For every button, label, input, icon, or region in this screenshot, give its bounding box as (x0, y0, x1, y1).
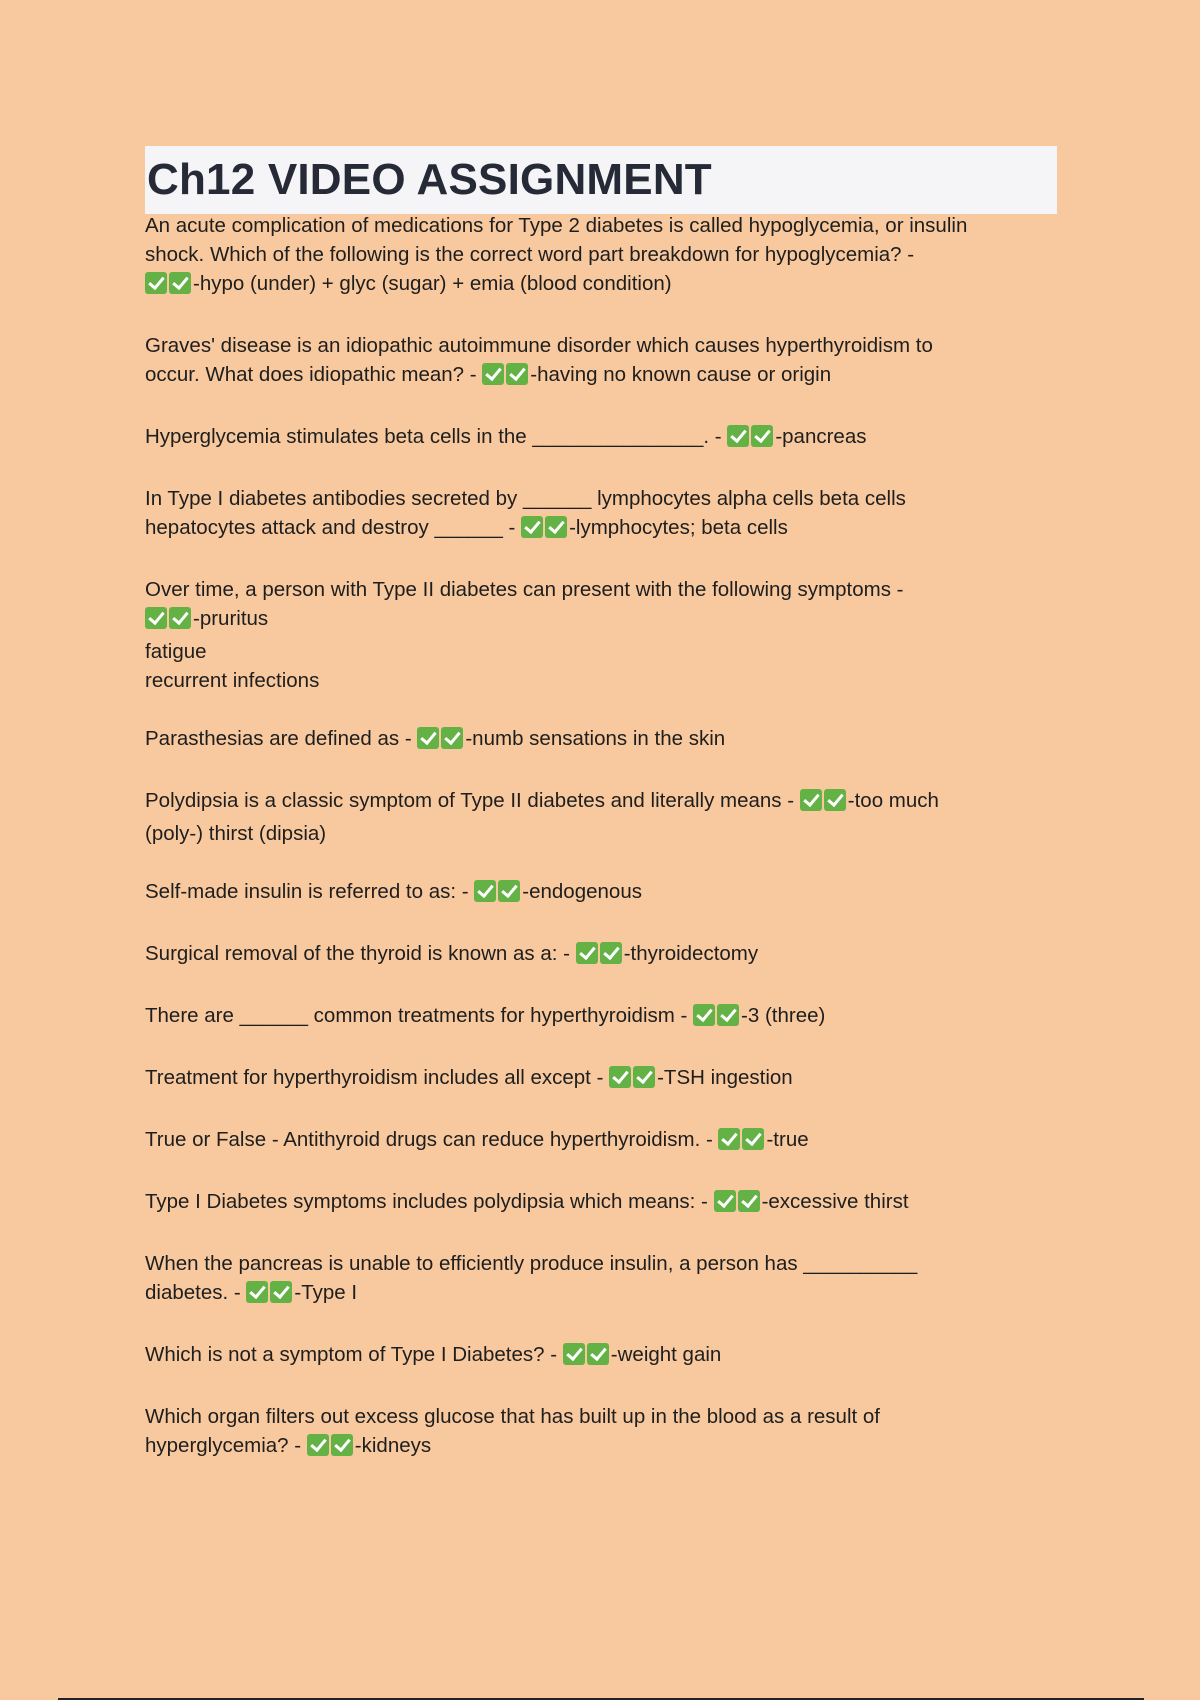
qa-item (145, 1125, 1060, 1158)
double-check-icon (609, 1066, 657, 1096)
answer-line (145, 1125, 1060, 1158)
check-mark-icon (800, 789, 822, 811)
check-mark-icon (576, 942, 598, 964)
question-line: Over time, a person with Type II diabetes can present with the following symptoms - (145, 578, 904, 601)
answer-text: -too much (847, 789, 939, 812)
check-mark-icon (307, 1434, 329, 1456)
question-line: In Type I diabetes antibodies secreted by ______ lymphocytes alpha cells beta cells (145, 487, 906, 510)
answer-text: -having no known cause or origin (530, 363, 832, 386)
question-text: Treatment for hyperthyroidism includes all except - (145, 1066, 610, 1089)
check-mark-icon (270, 1281, 292, 1303)
qa-item (145, 786, 1060, 848)
answer-text: -kidneys (354, 1434, 432, 1457)
check-mark-icon (693, 1004, 715, 1026)
answer-text: -numb sensations in the skin (465, 727, 726, 750)
qa-item (145, 484, 1060, 546)
answer-line (145, 1278, 1060, 1311)
check-mark-icon (633, 1066, 655, 1088)
double-check-icon (727, 425, 775, 455)
check-mark-icon (246, 1281, 268, 1303)
double-check-icon (307, 1434, 355, 1464)
check-mark-icon (145, 607, 167, 629)
answer-line (145, 1431, 1060, 1464)
answer-text: -weight gain (610, 1343, 722, 1366)
qa-list (145, 211, 1060, 1493)
double-check-icon (693, 1004, 741, 1034)
qa-item (145, 1063, 1060, 1096)
check-mark-icon (718, 1128, 740, 1150)
page-title: Ch12 VIDEO ASSIGNMENT (147, 155, 712, 204)
check-mark-icon (727, 425, 749, 447)
answer-text: -lymphocytes; beta cells (569, 516, 788, 539)
qa-item (145, 422, 1060, 455)
double-check-icon (246, 1281, 294, 1311)
question-text: Which is not a symptom of Type I Diabetes? - (145, 1343, 563, 1366)
question-text: diabetes. - (145, 1281, 247, 1304)
question-text: hepatocytes attack and destroy ______ - (145, 516, 522, 539)
answer-continuation: recurrent infections (145, 669, 320, 692)
check-mark-icon (169, 607, 191, 629)
answer-line (145, 877, 1060, 910)
check-mark-icon (587, 1343, 609, 1365)
answer-text: -thyroidectomy (623, 942, 759, 965)
check-mark-icon (714, 1190, 736, 1212)
answer-line (145, 422, 1060, 455)
answer-text: -true (766, 1128, 809, 1151)
question-line: An acute complication of medications for Type 2 diabetes is called hypoglycemia, or insulin (145, 214, 968, 237)
answer-line (145, 360, 1060, 393)
double-check-icon (800, 789, 848, 819)
check-mark-icon (609, 1066, 631, 1088)
check-mark-icon (506, 363, 528, 385)
question-text: occur. What does idiopathic mean? - (145, 363, 483, 386)
double-check-icon (482, 363, 530, 393)
qa-item (145, 939, 1060, 972)
double-check-icon (714, 1190, 762, 1220)
answer-text: -endogenous (522, 880, 642, 903)
check-mark-icon (824, 789, 846, 811)
answer-text: -excessive thirst (761, 1190, 909, 1213)
double-check-icon (563, 1343, 611, 1373)
double-check-icon (521, 516, 569, 546)
answer-text: -pancreas (775, 425, 867, 448)
qa-item (145, 575, 1060, 695)
answer-text: -TSH ingestion (657, 1066, 793, 1089)
question-line: shock. Which of the following is the correct word part breakdown for hypoglycemia? - (145, 243, 915, 266)
check-mark-icon (145, 272, 167, 294)
question-text: Type I Diabetes symptoms includes polydipsia which means: - (145, 1190, 714, 1213)
question-line: Which organ filters out excess glucose that has built up in the blood as a result of (145, 1405, 880, 1428)
qa-item (145, 1187, 1060, 1220)
double-check-icon (718, 1128, 766, 1158)
question-text: Hyperglycemia stimulates beta cells in the _______________. - (145, 425, 728, 448)
check-mark-icon (600, 942, 622, 964)
question-text: True or False - Antithyroid drugs can reduce hyperthyroidism. - (145, 1128, 719, 1151)
answer-line (145, 786, 1060, 819)
question-line: Graves' disease is an idiopathic autoimmune disorder which causes hyperthyroidism to (145, 334, 933, 357)
qa-item (145, 724, 1060, 757)
check-mark-icon (498, 880, 520, 902)
answer-line (145, 513, 1060, 546)
check-mark-icon (563, 1343, 585, 1365)
answer-line (145, 939, 1060, 972)
check-mark-icon (441, 727, 463, 749)
answer-text: -Type I (294, 1281, 358, 1304)
question-text: There are ______ common treatments for hyperthyroidism - (145, 1004, 694, 1027)
check-mark-icon (482, 363, 504, 385)
answer-text: -3 (three) (741, 1004, 826, 1027)
check-mark-icon (717, 1004, 739, 1026)
double-check-icon (474, 880, 522, 910)
check-mark-icon (417, 727, 439, 749)
double-check-icon (145, 272, 193, 302)
double-check-icon (576, 942, 624, 972)
answer-line (145, 724, 1060, 757)
answer-text: -hypo (under) + glyc (sugar) + emia (blood condition) (193, 272, 672, 295)
check-mark-icon (474, 880, 496, 902)
page-title-bar (145, 146, 1057, 214)
check-mark-icon (545, 516, 567, 538)
question-text: Parasthesias are defined as - (145, 727, 418, 750)
question-line: When the pancreas is unable to efficiently produce insulin, a person has __________ (145, 1252, 918, 1275)
answer-line (145, 604, 1060, 637)
check-mark-icon (751, 425, 773, 447)
question-text: hyperglycemia? - (145, 1434, 307, 1457)
check-mark-icon (331, 1434, 353, 1456)
qa-item (145, 1001, 1060, 1034)
answer-line (145, 1340, 1060, 1373)
question-text: Polydipsia is a classic symptom of Type II diabetes and literally means - (145, 789, 800, 812)
question-text: Surgical removal of the thyroid is known as a: - (145, 942, 576, 965)
question-text: Self-made insulin is referred to as: - (145, 880, 475, 903)
check-mark-icon (742, 1128, 764, 1150)
qa-item (145, 331, 1060, 393)
answer-continuation: fatigue (145, 640, 207, 663)
qa-item (145, 1340, 1060, 1373)
answer-text: -pruritus (193, 607, 269, 630)
answer-line (145, 269, 1060, 302)
qa-item (145, 1249, 1060, 1311)
answer-continuation: (poly-) thirst (dipsia) (145, 822, 327, 845)
check-mark-icon (738, 1190, 760, 1212)
qa-item (145, 211, 1060, 302)
answer-line (145, 1001, 1060, 1034)
double-check-icon (145, 607, 193, 637)
answer-line (145, 1063, 1060, 1096)
answer-line (145, 1187, 1060, 1220)
check-mark-icon (169, 272, 191, 294)
qa-item (145, 1402, 1060, 1464)
qa-item (145, 877, 1060, 910)
double-check-icon (417, 727, 465, 757)
check-mark-icon (521, 516, 543, 538)
